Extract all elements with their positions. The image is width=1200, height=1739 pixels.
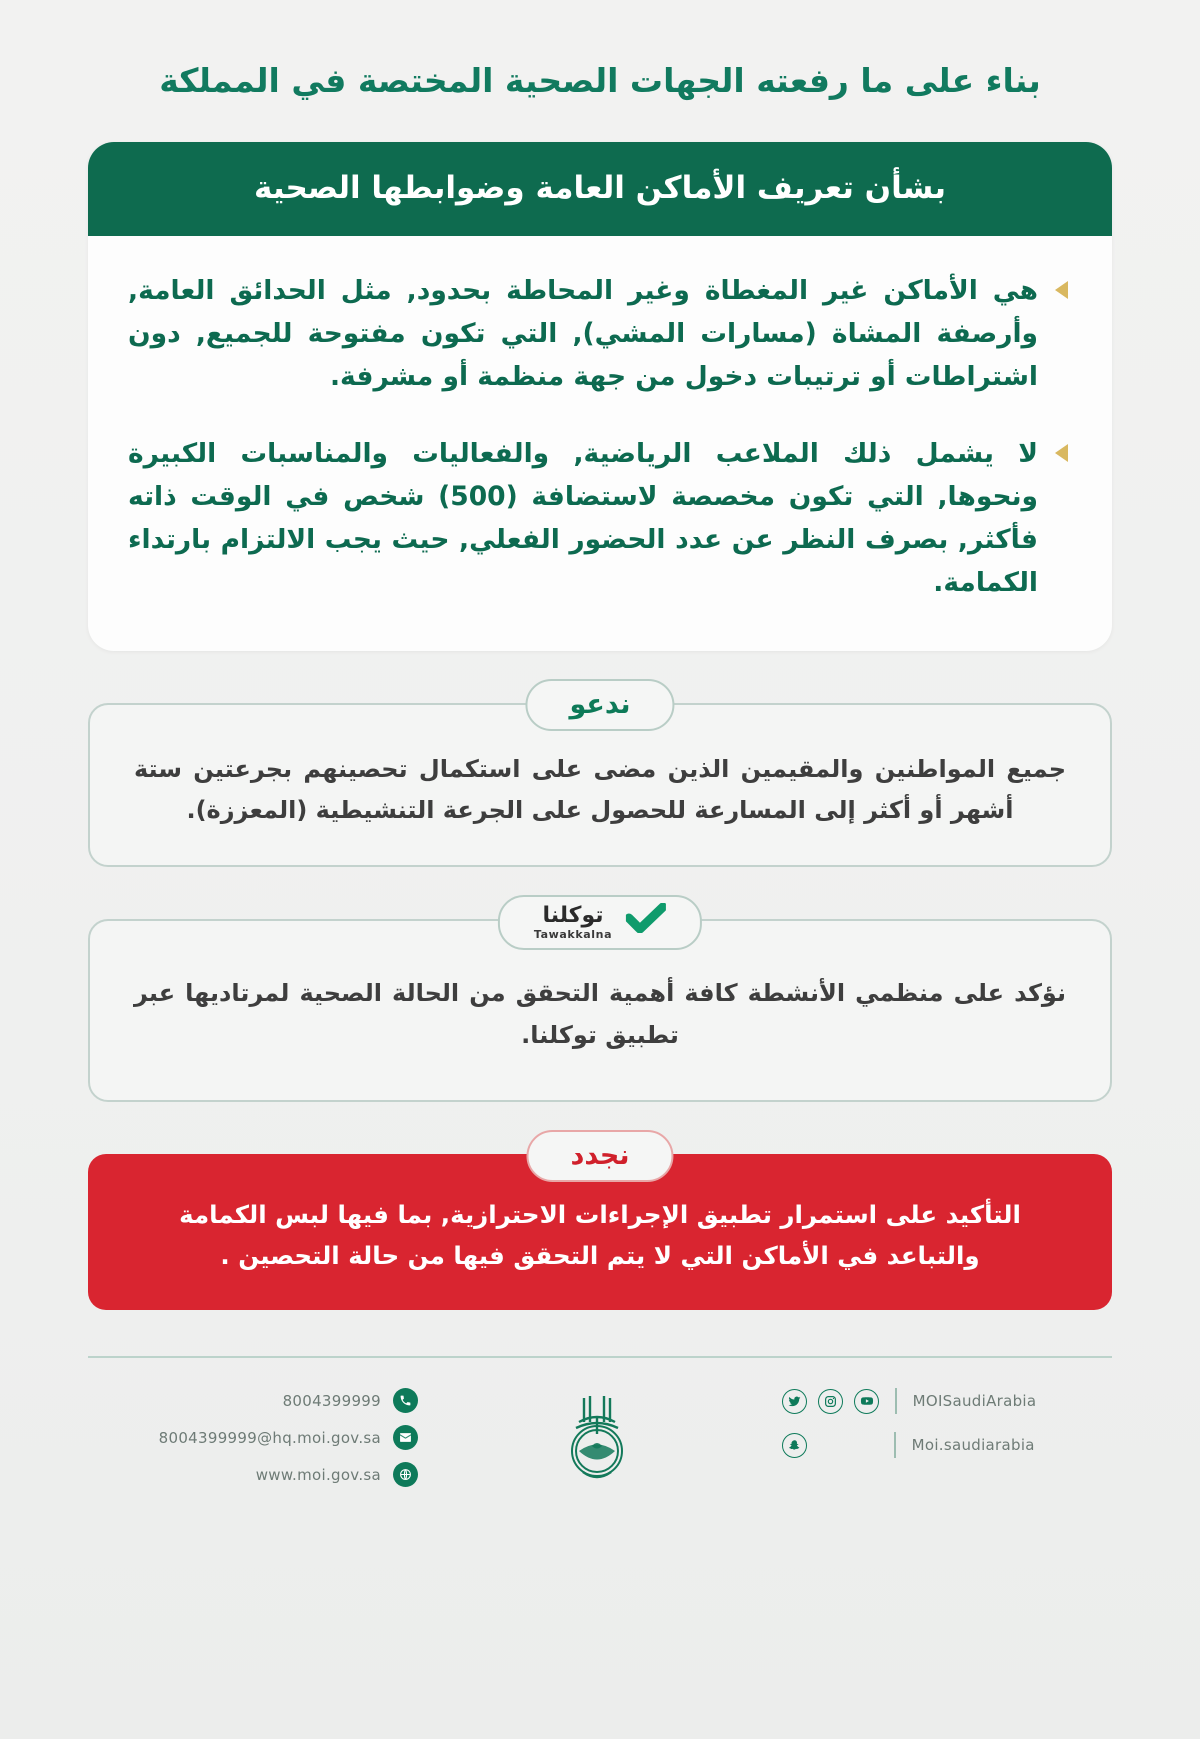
triangle-bullet-icon [1046, 433, 1072, 462]
snapchat-icon[interactable] [782, 1433, 807, 1458]
email-icon[interactable] [393, 1425, 418, 1450]
footer-divider [894, 1432, 896, 1458]
chip-label-nadoo: ندعو [525, 679, 674, 731]
footer-social-block [782, 1384, 1112, 1458]
social-line-2 [782, 1432, 1112, 1458]
contact-line-phone [88, 1388, 418, 1413]
top-heading: بناء على ما رفعته الجهات الصحية المختصة في المملكة [159, 61, 1041, 100]
phone-icon[interactable] [393, 1388, 418, 1413]
tawakkalna-latin-label: Tawakkalna [533, 928, 613, 942]
contact-line-website [88, 1462, 418, 1487]
green-check-icon [626, 903, 666, 942]
instagram-icon[interactable] [818, 1389, 843, 1414]
nujaddid-body-text: التأكيد على استمرار تطبيق الإجراءات الاحترازية, بما فيها لبس الكمامة والتباعد في الأماكن التي لا يتم التحقق فيها من حالة التحصين . [179, 1200, 1021, 1271]
bullet-item-2 [128, 433, 1072, 605]
social-icon-group-1 [782, 1389, 879, 1414]
definition-card-body [88, 236, 1112, 650]
social-handle-1: MOISaudiArabia [912, 1392, 1037, 1411]
section-tawakkalna [88, 903, 1112, 1102]
contact-website-text: www.moi.gov.sa [255, 1465, 381, 1484]
chip-tawakkalna-logo [498, 895, 702, 950]
tawakkalna-body-text: نؤكد على منظمي الأنشطة كافة أهمية التحقق من الحالة الصحية لمرتاديها عبر تطبيق توكلنا. [134, 979, 1066, 1049]
section-nujaddid [88, 1140, 1112, 1310]
bullet-item-1 [128, 270, 1072, 399]
contact-email-text: 8004399999@hq.moi.gov.sa [158, 1428, 381, 1447]
footer [88, 1356, 1112, 1526]
twitter-icon[interactable] [782, 1389, 807, 1414]
tawakkalna-arabic-label: توكلنا [542, 903, 604, 929]
contact-phone-text: 8004399999 [282, 1391, 381, 1410]
chip-label-nujaddid: نجدد [526, 1130, 673, 1182]
moi-emblem-icon [554, 1384, 646, 1488]
social-icon-group-2 [782, 1433, 878, 1458]
bullet-text-2: لا يشمل ذلك الملاعب الرياضية, والفعاليات والمناسبات الكبيرة ونحوها, التي تكون مخصصة لاستضافة (500) شخص في الوقت ذاته فأكثر, بصرف النظر عن عدد الحضور الفعلي, حيث يجب الالتزام بارتداء الكمامة. [128, 438, 1038, 599]
footer-contact-block [88, 1384, 418, 1487]
footer-divider [895, 1388, 897, 1414]
section-nadoo [88, 688, 1112, 868]
triangle-bullet-icon [1046, 270, 1072, 299]
social-handle-2: Moi.saudiarabia [911, 1436, 1035, 1455]
social-line-1 [782, 1388, 1112, 1414]
globe-icon[interactable] [393, 1462, 418, 1487]
definition-card [88, 142, 1112, 651]
bullet-text-1: هي الأماكن غير المغطاة وغير المحاطة بحدود, مثل الحدائق العامة, وأرصفة المشاة (مسارات المشي), التي تكون مفتوحة للجميع, دون اشتراطات أو ترتيبات دخول من جهة منظمة أو مشرفة. [128, 275, 1038, 393]
definition-card-header: بشأن تعريف الأماكن العامة وضوابطها الصحية [88, 142, 1112, 236]
youtube-icon[interactable] [854, 1389, 879, 1414]
nadoo-body-text: جميع المواطنين والمقيمين الذين مضى على استكمال تحصينهم بجرعتين ستة أشهر أو أكثر إلى المسارعة للحصول على الجرعة التنشيطية (المعززة). [134, 754, 1066, 825]
contact-line-email [88, 1425, 418, 1450]
tawakkalna-wordmark [534, 905, 612, 940]
